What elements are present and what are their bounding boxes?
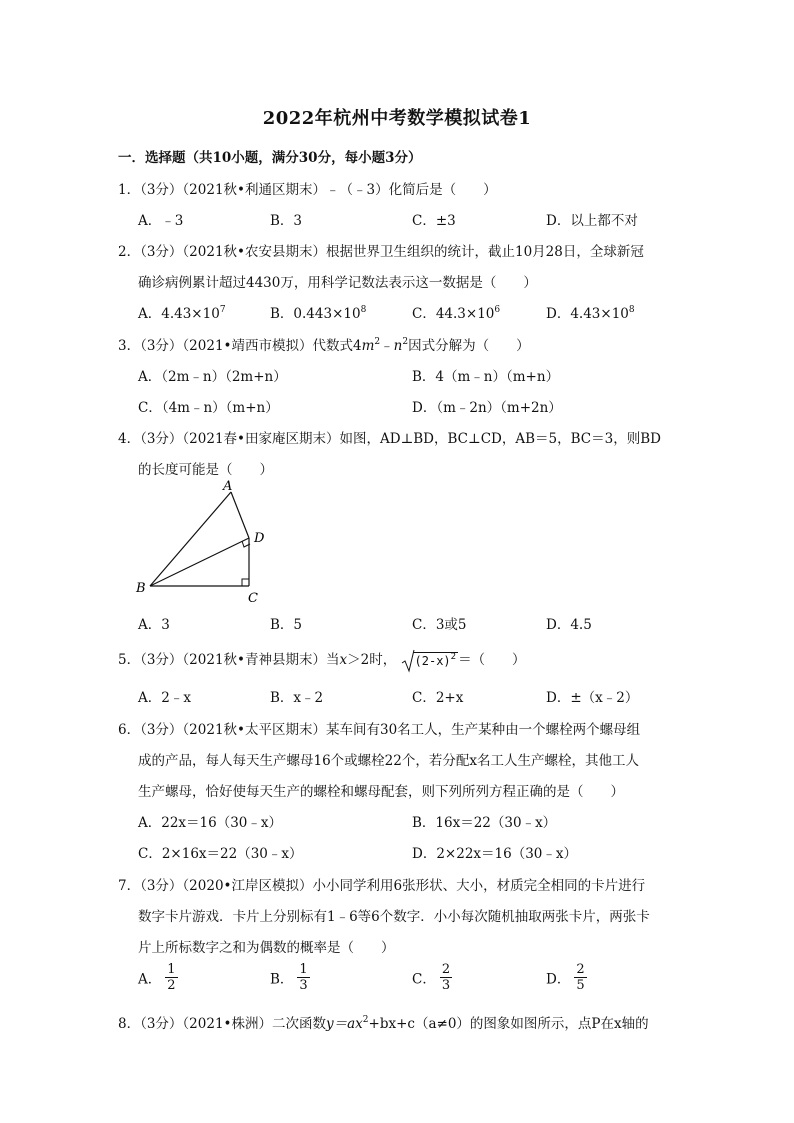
q6-option-a: A．22x＝16（30﹣x） [138,815,283,831]
exam-title: 2022年杭州中考数学模拟试卷1 [262,108,532,129]
q6-option-d: D．2×22x＝16（30﹣x） [412,846,577,862]
segment-bd [150,538,249,586]
q3-option-c: C．（4m﹣n）（m+n） [138,400,279,416]
q2-option-c: C．$44.3\times 10^6$ [412,305,501,322]
q1-option-d: D．以上都不对 [546,213,638,229]
q6-option-b: B．16x＝22（30﹣x） [412,815,557,831]
q4-triangle-figure [128,476,288,606]
q1-option-a: A．﹣3 [138,213,184,229]
q7-option-c: C． $\frac{2}{3}$ [412,962,451,993]
q4-option-a: A．3 [138,617,170,633]
q4-option-d: D．4.5 [546,617,592,633]
q5-option-c: C．2+x [412,690,464,706]
section-heading: 一．选择题（共10小题，满分30分，每小题3分） [118,150,422,166]
q5-option-b: B．x﹣2 [270,690,324,706]
question-1-stem: 1．（3分）（2021秋•利通区期末）﹣（﹣3）化简后是（ ） [118,182,497,198]
label-b: B [136,581,146,596]
q5-option-a: A．2﹣x [138,690,191,706]
q3-option-d: D．（m﹣2n）（m+2n） [412,400,562,416]
q7-option-b: B． $\frac{1}{3}$ [270,962,308,993]
q2-option-d: D．$4.43\times 10^8$ [546,305,635,322]
q3-option-b: B．4（m﹣n）（m+n） [412,369,560,385]
fraction: $\frac{1}{3}$ [299,962,308,993]
radical-sign-icon [401,649,415,673]
q5-option-d: D．±（x﹣2） [546,690,639,706]
q7-option-a: A． $\frac{1}{2}$ [138,962,176,993]
question-5-stem: 5．（3分）（2021秋•青神县期末）当x＞2时， $(2-x)^2$ ＝（ ） [118,648,526,669]
q1-option-b: B．3 [270,213,303,229]
question-7-line-2: 数字卡片游戏．卡片上分别标有1﹣6等6个数字．小小每次随机抽取两张卡片，两张卡 [138,909,650,925]
question-7-line-3: 片上所标数字之和为偶数的概率是（ ） [138,940,395,956]
segment-ad [231,492,249,538]
question-8-stem: 8．（3分）（2021•株洲）二次函数$y=ax^2+bx+c(a\ne 0)$的图象如图所示，点P在x轴的 [118,1015,649,1032]
question-3-stem: 3．（3分）（2021•靖西市模拟）代数式$4m^2﹣n^2$因式分解为（ ） [118,337,530,354]
question-6-line-2: 成的产品，每人每天生产螺母16个或螺栓22个，若分配x名工人生产螺栓，其他工人 [138,753,639,769]
q6-option-c: C．2×16x＝22（30﹣x） [138,846,303,862]
question-6-line-3: 生产螺母，恰好使每天生产的螺栓和螺母配套，则下列所列方程正确的是（ ） [138,784,624,800]
question-7-line-1: 7．（3分）（2020•江岸区模拟）小小同学利用6张形状、大小，材质完全相同的卡片进行 [118,878,646,894]
q2-option-a: A．$4.43\times 10^7$ [138,305,226,322]
question-2-line-2: 确诊病例累计超过4430万，用科学记数法表示这一数据是（ ） [138,275,537,291]
segment-ab [150,492,231,586]
q7-option-d: D． $\frac{2}{5}$ [546,962,585,993]
right-angle-mark-c [242,579,249,586]
question-4-line-2: 的长度可能是（ ） [138,462,273,478]
fraction: $\frac{2}{5}$ [576,962,585,993]
question-6-line-1: 6．（3分）（2021秋•太平区期末）某车间有30名工人，生产某种由一个螺栓两个螺母组 [118,722,641,738]
q2-option-b: B．$0.443\times 10^8$ [270,305,367,322]
label-a: A [223,479,233,494]
label-c: C [248,591,258,606]
label-d: D [254,531,265,546]
question-4-line-1: 4．（3分）（2021春•田家庵区期末）如图，AD⊥BD，BC⊥CD，AB＝5，BC＝3，则BD [118,431,661,447]
q4-option-b: B．5 [270,617,303,633]
q4-option-c: C．3或5 [412,617,467,633]
q3-option-a: A．（2m﹣n）（2m+n） [138,369,287,385]
q1-option-c: C．±3 [412,213,456,229]
fraction: $\frac{2}{3}$ [441,962,451,993]
square-root-expression: $(2-x)^2$ [401,652,459,669]
fraction: $\frac{1}{2}$ [167,962,176,993]
question-2-line-1: 2．（3分）（2021秋•农安县期末）根据世界卫生组织的统计，截止10月28日，全球新冠 [118,244,644,260]
